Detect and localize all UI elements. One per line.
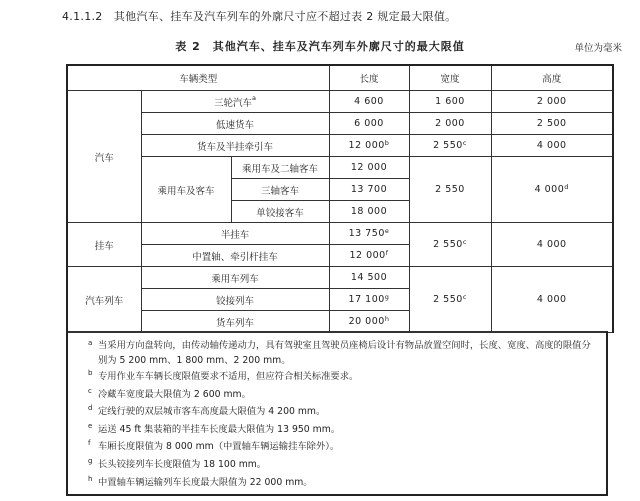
- height-cell: 2 000: [491, 91, 613, 113]
- length-cell: 4 600: [329, 91, 409, 113]
- vehicle-type-cell: 中置轴、牵引杆挂车: [141, 245, 329, 267]
- height-cell: 4 000$^d$: [491, 157, 613, 223]
- length-cell: 17 100$^g$: [329, 289, 409, 311]
- group-passenger: 乘用车及客车: [141, 157, 231, 223]
- vehicle-type-cell: 三轴客车: [231, 179, 329, 201]
- length-cell: 12 000$^f$: [329, 245, 409, 267]
- height-cell: 4 000: [491, 135, 613, 157]
- footnote: f 车厢长度限值为 8 000 mm（中置轴车辆运输挂车除外）。: [88, 439, 340, 453]
- group-train: 汽车列车: [67, 267, 141, 333]
- height-cell: 2 500: [491, 113, 613, 135]
- vehicle-type-cell: 半挂车: [141, 223, 329, 245]
- vehicle-type-cell: 货车列车: [141, 311, 329, 333]
- header-width: 宽度: [409, 65, 491, 91]
- width-cell: 1 600: [409, 91, 491, 113]
- vehicle-type-cell: 货车及半挂牵引车: [141, 135, 329, 157]
- vehicle-type-cell: 低速货车: [141, 113, 329, 135]
- length-cell: 13 700: [329, 179, 409, 201]
- header-length: 长度: [329, 65, 409, 91]
- footnote: b 专用作业车车辆长度限值要求不适用，但应符合相关标准要求。: [88, 369, 359, 382]
- footnote: h 中置轴车辆运输列车长度最大限值为 22 000 mm。: [88, 474, 313, 488]
- length-cell: 14 500: [329, 267, 409, 289]
- length-cell: 12 000$^b$: [329, 135, 409, 157]
- length-cell: 20 000$^h$: [329, 311, 409, 333]
- width-cell: 2 000: [409, 113, 491, 135]
- vehicle-type-cell: 铰接列车: [141, 289, 329, 311]
- vehicle-type-cell: 乘用车列车: [141, 267, 329, 289]
- table-row: [67, 223, 613, 245]
- height-cell: 4 000: [491, 223, 613, 267]
- width-cell: 2 550$^c$: [409, 135, 491, 157]
- footnote: d 定线行驶的双层城市客车高度最大限值为 4 200 mm。: [88, 404, 326, 418]
- table-footnotes: [66, 331, 608, 496]
- width-cell: 2 550: [409, 157, 491, 223]
- length-cell: 13 750e: [329, 223, 409, 245]
- length-cell: 6 000: [329, 113, 409, 135]
- vehicle-type-cell: 三轮汽车$^a$: [141, 91, 329, 113]
- header-height: 高度: [491, 65, 613, 91]
- length-cell: 12 000: [329, 157, 409, 179]
- footnote: c 冷藏车宽度最大限值为 2 600 mm。: [88, 386, 251, 400]
- table-title: 表 2 其他汽车、挂车及汽车列车外廓尺寸的最大限值: [175, 40, 465, 53]
- table-row: [67, 135, 613, 157]
- footnote: a 当采用方向盘转向，由传动轴传递动力，具有驾驶室且驾驶员座椅后设计有物品放置空间时，长度、宽度、高度的限值分别为 5 200 mm、1 800 mm、2 200 mm。: [88, 339, 591, 366]
- width-cell: 2 550$^c$: [409, 223, 491, 267]
- dimension-limits-table: [66, 64, 614, 333]
- table-row: [67, 113, 613, 135]
- footnote: g 长头铰接列车长度限值为 18 100 mm。: [88, 456, 267, 470]
- table-row: [67, 267, 613, 289]
- table-row: [67, 91, 613, 113]
- vehicle-type-cell: 乘用车及二轴客车: [231, 157, 329, 179]
- clause-text: 4.1.1.2 其他汽车、挂车及汽车列车的外廓尺寸应不超过表 2 规定最大限值。: [62, 10, 457, 23]
- unit-note: 单位为毫米: [574, 43, 622, 54]
- width-cell: 2 550$^c$: [409, 267, 491, 333]
- length-cell: 18 000: [329, 201, 409, 223]
- header-vehicle-type: 车辆类型: [67, 65, 329, 91]
- table-header-row: [67, 65, 613, 91]
- group-trailer: 挂车: [67, 223, 141, 267]
- vehicle-type-cell: 单铰接客车: [231, 201, 329, 223]
- height-cell: 4 000: [491, 267, 613, 333]
- table-row: [67, 157, 613, 179]
- footnote: e 运送 45 ft 集装箱的半挂车长度最大限值为 13 950 mm。: [88, 421, 341, 435]
- group-car: 汽车: [67, 91, 141, 223]
